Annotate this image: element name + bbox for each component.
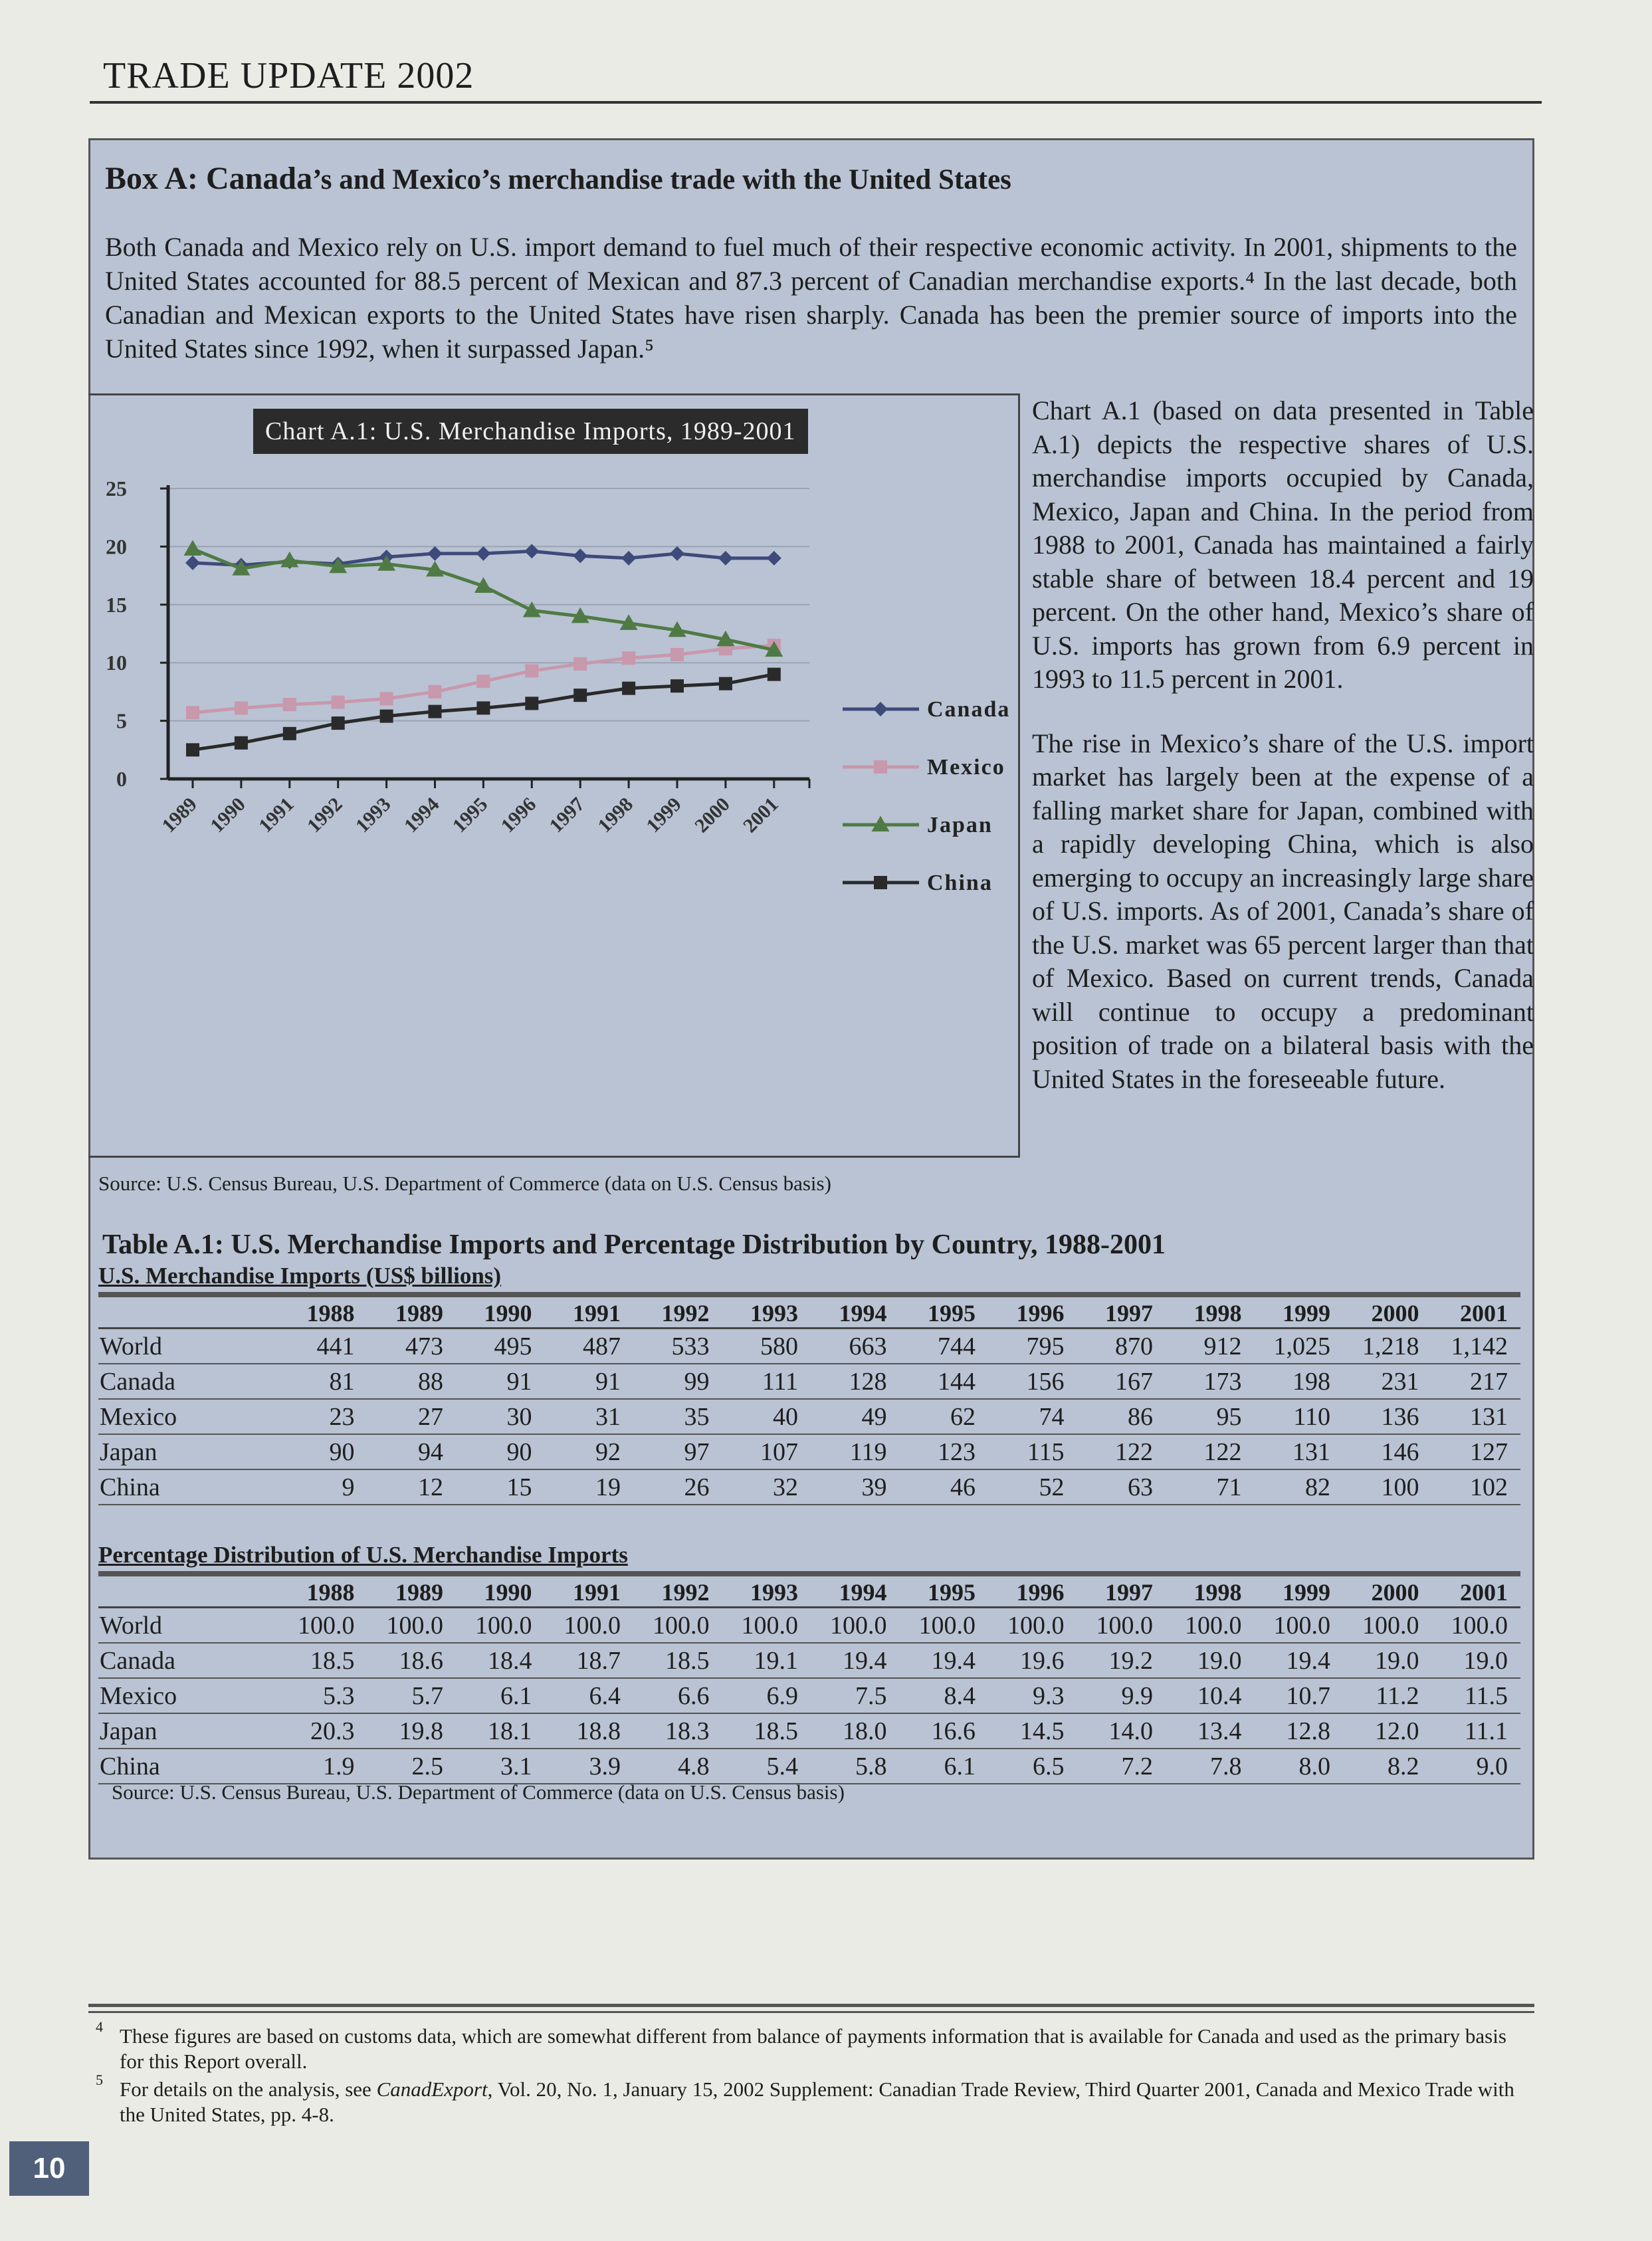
table-cell: 198 xyxy=(1292,1368,1330,1396)
table-section-percentage xyxy=(98,1541,1520,1784)
table-cell: 110 xyxy=(1293,1403,1330,1431)
table-cell: 71 xyxy=(1216,1473,1242,1501)
data-point xyxy=(671,679,684,693)
running-header: TRADE UPDATE 2002 xyxy=(103,55,474,96)
table-cell: 19.1 xyxy=(754,1647,798,1675)
data-point xyxy=(873,702,888,716)
table-cell: 11.5 xyxy=(1464,1682,1508,1710)
table-cell: 18.5 xyxy=(310,1647,355,1675)
x-tick-label: 2001 xyxy=(738,793,783,837)
data-point xyxy=(476,701,490,714)
data-point xyxy=(671,648,684,661)
footnotes xyxy=(93,2018,1528,2130)
table-cell: 27 xyxy=(418,1403,443,1431)
table-cell: 9.3 xyxy=(1033,1682,1065,1710)
table-cell: 146 xyxy=(1381,1438,1419,1466)
y-tick-label: 20 xyxy=(106,534,127,559)
x-tick-label: 1995 xyxy=(448,793,492,837)
table-cell: 62 xyxy=(950,1403,976,1431)
table-cell: 97 xyxy=(684,1438,710,1466)
year-header-cell: 1991 xyxy=(573,1300,621,1327)
table-cell: 19.4 xyxy=(931,1647,976,1675)
year-header-cell: 1990 xyxy=(484,1579,532,1606)
table-cell: 131 xyxy=(1470,1403,1508,1431)
y-tick-label: 15 xyxy=(106,592,127,617)
box-title-lead: Box A: Canada xyxy=(105,161,313,196)
row-label: Canada xyxy=(100,1647,175,1675)
row-label: Canada xyxy=(100,1368,175,1396)
x-tick-label: 1992 xyxy=(302,793,347,837)
table-cell: 156 xyxy=(1026,1368,1065,1396)
table-cell: 63 xyxy=(1128,1473,1153,1501)
table-cell: 12.8 xyxy=(1286,1717,1330,1745)
table-row xyxy=(98,1679,1520,1714)
table-cell: 5.4 xyxy=(766,1753,798,1780)
table-cell: 144 xyxy=(938,1368,976,1396)
table-cell: 100.0 xyxy=(741,1612,798,1640)
year-header-cell: 1994 xyxy=(839,1300,887,1327)
data-point xyxy=(718,551,733,566)
data-point xyxy=(874,876,887,889)
table-cell: 5.7 xyxy=(411,1682,443,1710)
table-cell: 441 xyxy=(316,1333,355,1360)
x-tick-label: 1990 xyxy=(206,793,250,837)
chart-a1-frame xyxy=(88,393,1020,1158)
y-tick-label: 25 xyxy=(106,477,127,500)
table-cell: 46 xyxy=(950,1473,976,1501)
legend-label: Canada xyxy=(927,697,1011,722)
table-cell: 100.0 xyxy=(475,1612,532,1640)
table-cell: 122 xyxy=(1203,1438,1242,1466)
table-cell: 12.0 xyxy=(1375,1717,1419,1745)
side-text xyxy=(1032,394,1534,1126)
page-number: 10 xyxy=(9,2141,89,2196)
data-point xyxy=(332,716,345,730)
table-cell: 14.5 xyxy=(1020,1717,1065,1745)
data-point xyxy=(186,743,199,756)
data-point xyxy=(186,706,199,719)
year-header-cell: 1989 xyxy=(395,1579,443,1606)
year-header-cell: 1991 xyxy=(573,1579,621,1606)
header-label-cell xyxy=(98,1576,266,1606)
table-cell: 10.7 xyxy=(1286,1682,1330,1710)
table-cell: 7.8 xyxy=(1210,1753,1242,1780)
table-cell: 10.4 xyxy=(1197,1682,1242,1710)
legend-label: Japan xyxy=(927,813,993,837)
year-header-cell: 1988 xyxy=(306,1579,355,1606)
table-cell: 18.8 xyxy=(576,1717,621,1745)
table-cell: 19.0 xyxy=(1197,1647,1242,1675)
table-cell: 8.2 xyxy=(1388,1753,1419,1780)
table-cell: 495 xyxy=(494,1333,532,1360)
table-cell: 49 xyxy=(861,1403,887,1431)
table-cell: 100.0 xyxy=(918,1612,976,1640)
year-header-cell: 1995 xyxy=(928,1579,976,1606)
table-cell: 19.6 xyxy=(1020,1647,1065,1675)
table-cell: 13.4 xyxy=(1197,1717,1242,1745)
year-header-cell: 1996 xyxy=(1016,1579,1065,1606)
table-cell: 533 xyxy=(671,1333,710,1360)
table-cell: 131 xyxy=(1292,1438,1330,1466)
table-cell: 912 xyxy=(1203,1333,1242,1360)
table-row xyxy=(98,1470,1520,1505)
table-cell: 102 xyxy=(1470,1473,1508,1501)
table-cell: 19.4 xyxy=(1286,1647,1330,1675)
table-cell: 52 xyxy=(1039,1473,1065,1501)
table-cell: 100 xyxy=(1381,1473,1419,1501)
data-point xyxy=(523,601,541,617)
header-rule xyxy=(90,101,1542,104)
table-cell: 100.0 xyxy=(298,1612,355,1640)
data-point xyxy=(235,701,248,714)
table-cell: 111 xyxy=(762,1368,798,1396)
table-cell: 795 xyxy=(1026,1333,1065,1360)
table-cell: 100.0 xyxy=(1362,1612,1419,1640)
table-cell: 100.0 xyxy=(1273,1612,1330,1640)
chart-source: Source: U.S. Census Bureau, U.S. Department of Commerce (data on U.S. Census basis) xyxy=(98,1172,831,1195)
table-cell: 18.6 xyxy=(399,1647,443,1675)
table-cell: 2.5 xyxy=(411,1753,443,1780)
table-cell: 9.9 xyxy=(1121,1682,1153,1710)
table-section-imports xyxy=(98,1261,1520,1505)
table-cell: 18.4 xyxy=(488,1647,532,1675)
row-label: China xyxy=(100,1753,160,1780)
table-cell: 39 xyxy=(861,1473,887,1501)
table-cell: 18.3 xyxy=(665,1717,710,1745)
table-row xyxy=(98,1329,1520,1364)
table-source: Source: U.S. Census Bureau, U.S. Department of Commerce (data on U.S. Census basis) xyxy=(112,1780,845,1804)
footnote-text: These figures are based on customs data, which are somewhat different from balance of payments information that is available for Canada and used as the primary basis for this Report overall. xyxy=(120,2024,1506,2073)
table-cell: 16.6 xyxy=(931,1717,976,1745)
table-header-row xyxy=(98,1576,1520,1608)
year-header-cell: 1995 xyxy=(928,1300,976,1327)
section-title: Percentage Distribution of U.S. Merchandise Imports xyxy=(98,1542,628,1568)
table-cell: 3.9 xyxy=(589,1753,621,1780)
table-cell: 6.9 xyxy=(766,1682,798,1710)
year-header-cell: 1989 xyxy=(395,1300,443,1327)
table-cell: 95 xyxy=(1216,1403,1242,1431)
table-cell: 8.4 xyxy=(944,1682,976,1710)
data-point xyxy=(622,682,635,695)
data-point xyxy=(719,677,732,691)
table-cell: 6.5 xyxy=(1033,1753,1065,1780)
table-cell: 6.1 xyxy=(944,1753,976,1780)
table-cell: 81 xyxy=(329,1368,355,1396)
table-cell: 40 xyxy=(773,1403,798,1431)
table-cell: 18.0 xyxy=(843,1717,887,1745)
year-header-cell: 1992 xyxy=(661,1579,710,1606)
table-cell: 1,025 xyxy=(1273,1333,1330,1360)
table-cell: 19.0 xyxy=(1375,1647,1419,1675)
data-point xyxy=(573,657,587,671)
table-cell: 487 xyxy=(583,1333,621,1360)
data-point xyxy=(476,546,490,561)
table-cell: 100.0 xyxy=(1451,1612,1508,1640)
table-cell: 18.1 xyxy=(488,1717,532,1745)
side-paragraph-1: Chart A.1 (based on data presented in Table A.1) depicts the respective shares of U.S. merchandise imports occupied by Canada, Mexico, Japan and China. In the period from 1988 to 2001, Canada has maintained a fairly stable share of between 18.4 percent and 19 percent. On the other hand, Mexico’s share of U.S. imports has grown from 6.9 percent in 1993 to 11.5 percent in 2001. xyxy=(1032,395,1534,694)
table-cell: 107 xyxy=(760,1438,798,1466)
table-cell: 3.1 xyxy=(500,1753,532,1780)
y-tick-label: 5 xyxy=(116,708,127,733)
table-row xyxy=(98,1749,1520,1784)
data-point xyxy=(622,651,635,665)
data-point xyxy=(332,696,345,709)
table-cell: 9.0 xyxy=(1476,1753,1508,1780)
data-point xyxy=(525,664,538,677)
year-header-cell: 1988 xyxy=(306,1300,355,1327)
year-header-cell: 1990 xyxy=(484,1300,532,1327)
table-cell: 99 xyxy=(684,1368,710,1396)
year-header-cell: 1999 xyxy=(1283,1300,1330,1327)
side-paragraph-2: The rise in Mexico’s share of the U.S. import market has largely been at the expense of a falling market share for Japan, combined with a rapidly developing China, which is also emerging to occupy an increasingly large share of U.S. imports. As of 2001, Canada’s share of the U.S. market was 65 percent larger than that of Mexico. Based on current trends, Canada will continue to occupy a predominant position of trade on a bilateral basis with the United States in the foreseeable future. xyxy=(1032,728,1534,1094)
table-cell: 870 xyxy=(1115,1333,1153,1360)
row-label: Mexico xyxy=(100,1403,177,1431)
data-point xyxy=(428,546,443,561)
data-point xyxy=(283,698,296,711)
table-cell: 7.2 xyxy=(1121,1753,1153,1780)
y-tick-label: 10 xyxy=(106,651,127,675)
table-cell: 122 xyxy=(1115,1438,1153,1466)
footnote-publication: CanadExport xyxy=(376,2078,488,2101)
table-cell: 26 xyxy=(684,1473,710,1501)
footnote-text-pre: For details on the analysis, see xyxy=(120,2078,377,2101)
data-point xyxy=(476,675,490,688)
row-label: World xyxy=(100,1612,163,1640)
table-cell: 23 xyxy=(329,1403,355,1431)
data-point xyxy=(573,689,587,702)
table-cell: 30 xyxy=(506,1403,532,1431)
table-cell: 1.9 xyxy=(323,1753,355,1780)
y-tick-label: 0 xyxy=(116,767,127,791)
year-header-cell: 1992 xyxy=(661,1300,710,1327)
footnote-number: 4 xyxy=(96,2018,103,2035)
table-header-row xyxy=(98,1297,1520,1329)
data-point xyxy=(283,727,296,740)
table-cell: 1,142 xyxy=(1451,1333,1508,1360)
table-cell: 100.0 xyxy=(1185,1612,1242,1640)
table-cell: 91 xyxy=(506,1368,532,1396)
year-header-cell: 1997 xyxy=(1105,1579,1153,1606)
table-cell: 6.1 xyxy=(500,1682,532,1710)
table-cell: 6.6 xyxy=(678,1682,710,1710)
section-title: U.S. Merchandise Imports (US$ billions) xyxy=(98,1263,502,1289)
x-tick-label: 1999 xyxy=(642,793,686,837)
year-header-cell: 1998 xyxy=(1193,1300,1242,1327)
year-header-cell: 1994 xyxy=(839,1579,887,1606)
table-cell: 82 xyxy=(1305,1473,1330,1501)
year-header-cell: 1993 xyxy=(750,1300,798,1327)
data-point xyxy=(380,710,393,723)
table-cell: 19.8 xyxy=(399,1717,443,1745)
table-cell: 231 xyxy=(1381,1368,1419,1396)
data-point xyxy=(184,540,202,556)
row-label: World xyxy=(100,1333,163,1360)
table-cell: 167 xyxy=(1115,1368,1153,1396)
table-cell: 20.3 xyxy=(310,1717,355,1745)
table-row xyxy=(98,1644,1520,1679)
chart-a1 xyxy=(88,395,1017,1157)
footnote-number: 5 xyxy=(96,2072,103,2088)
table-row xyxy=(98,1400,1520,1435)
row-label: Japan xyxy=(100,1438,157,1466)
footnote-4 xyxy=(93,2018,1528,2074)
legend-label: China xyxy=(927,871,993,895)
year-header-cell: 1996 xyxy=(1016,1300,1065,1327)
x-tick-label: 1989 xyxy=(157,793,201,837)
data-point xyxy=(767,551,781,566)
x-tick-label: 2000 xyxy=(690,793,734,837)
table-cell: 127 xyxy=(1470,1438,1508,1466)
series-line-japan xyxy=(193,549,774,650)
chart-title: Chart A.1: U.S. Merchandise Imports, 1989-2001 xyxy=(253,409,808,454)
table-cell: 5.3 xyxy=(323,1682,355,1710)
x-tick-label: 1997 xyxy=(545,793,589,837)
data-point xyxy=(380,692,393,705)
table-cell: 19.2 xyxy=(1108,1647,1153,1675)
footnote-rule xyxy=(88,2004,1534,2007)
table-cell: 31 xyxy=(595,1403,621,1431)
table-cell: 19.0 xyxy=(1463,1647,1508,1675)
table-cell: 7.5 xyxy=(855,1682,887,1710)
table-cell: 91 xyxy=(595,1368,621,1396)
table-cell: 5.8 xyxy=(855,1753,887,1780)
section-rule xyxy=(98,1292,1520,1297)
row-label: China xyxy=(100,1473,160,1501)
table-cell: 74 xyxy=(1039,1403,1065,1431)
table-cell: 19 xyxy=(595,1473,621,1501)
table-cell: 473 xyxy=(405,1333,443,1360)
data-point xyxy=(573,548,587,563)
data-point xyxy=(429,685,442,698)
table-cell: 8.0 xyxy=(1298,1753,1330,1780)
box-title-rest: ’s and Mexico’s merchandise trade with the United States xyxy=(312,164,1011,195)
table-cell: 12 xyxy=(418,1473,443,1501)
footnote-rule xyxy=(88,2011,1534,2013)
year-header-cell: 1993 xyxy=(750,1579,798,1606)
table-cell: 1,218 xyxy=(1362,1333,1419,1360)
table-row xyxy=(98,1364,1520,1400)
table-cell: 32 xyxy=(773,1473,798,1501)
table-cell: 663 xyxy=(849,1333,887,1360)
data-point xyxy=(525,696,538,710)
table-cell: 100.0 xyxy=(653,1612,710,1640)
table-cell: 18.5 xyxy=(665,1647,710,1675)
table-cell: 100.0 xyxy=(1096,1612,1153,1640)
table-cell: 136 xyxy=(1381,1403,1419,1431)
table-cell: 90 xyxy=(329,1438,355,1466)
legend-label: Mexico xyxy=(927,755,1005,780)
section-rule xyxy=(98,1571,1520,1576)
table-row xyxy=(98,1435,1520,1470)
data-point xyxy=(185,556,200,570)
year-header-cell: 2000 xyxy=(1371,1300,1419,1327)
x-tick-label: 1991 xyxy=(254,793,298,837)
table-cell: 6.4 xyxy=(589,1682,621,1710)
box-title xyxy=(105,160,1011,197)
table-cell: 217 xyxy=(1470,1368,1508,1396)
table-cell: 11.1 xyxy=(1464,1717,1508,1745)
x-tick-label: 1994 xyxy=(399,793,444,837)
year-header-cell: 1998 xyxy=(1193,1579,1242,1606)
table-cell: 119 xyxy=(849,1438,887,1466)
table-cell: 90 xyxy=(506,1438,532,1466)
table-cell: 100.0 xyxy=(386,1612,443,1640)
table-cell: 4.8 xyxy=(678,1753,710,1780)
x-tick-label: 1993 xyxy=(351,793,395,837)
year-header-cell: 2000 xyxy=(1371,1579,1419,1606)
table-cell: 14.0 xyxy=(1108,1717,1153,1745)
data-point xyxy=(768,668,781,681)
row-label: Mexico xyxy=(100,1682,177,1710)
year-header-cell: 1999 xyxy=(1283,1579,1330,1606)
year-header-cell: 1997 xyxy=(1105,1300,1153,1327)
data-point xyxy=(280,552,298,568)
table-cell: 88 xyxy=(418,1368,443,1396)
data-point xyxy=(235,736,248,750)
data-point xyxy=(429,705,442,718)
table-cell: 35 xyxy=(684,1403,710,1431)
box-a xyxy=(88,138,1534,1860)
data-point xyxy=(621,551,636,566)
table-cell: 18.7 xyxy=(576,1647,621,1675)
table-cell: 11.2 xyxy=(1376,1682,1419,1710)
table-cell: 128 xyxy=(849,1368,887,1396)
table-cell: 173 xyxy=(1203,1368,1242,1396)
header-label-cell xyxy=(98,1297,266,1327)
x-tick-label: 1996 xyxy=(496,793,541,837)
data-point xyxy=(670,546,684,561)
box-intro-paragraph: Both Canada and Mexico rely on U.S. import demand to fuel much of their respective economic activity. In 2001, shipments to the United States accounted for 88.5 percent of Mexican and 87.3 percent of Canadian merchandise exports.⁴ In the last decade, both Canadian and Mexican exports to the United States have risen sharply. Canada has been the premier source of imports into the United States since 1992, when it surpassed Japan.⁵ xyxy=(105,232,1517,364)
table-cell: 86 xyxy=(1128,1403,1153,1431)
table-row xyxy=(98,1714,1520,1749)
table-cell: 100.0 xyxy=(830,1612,887,1640)
footnote-5 xyxy=(93,2072,1528,2127)
footnote-text-post: , Vol. 20, No. 1, January 15, 2002 Supplement: Canadian Trade Review, Third Quarter 2001, Canada and Mexico Trade with the United States, pp. 4-8. xyxy=(120,2078,1514,2126)
row-label: Japan xyxy=(100,1717,157,1745)
table-cell: 123 xyxy=(938,1438,976,1466)
table-cell: 18.5 xyxy=(754,1717,798,1745)
table-cell: 9 xyxy=(342,1473,355,1501)
table-cell: 100.0 xyxy=(1007,1612,1065,1640)
table-cell: 100.0 xyxy=(564,1612,621,1640)
table-cell: 580 xyxy=(760,1333,798,1360)
table-cell: 92 xyxy=(595,1438,621,1466)
table-cell: 15 xyxy=(506,1473,532,1501)
table-row xyxy=(98,1608,1520,1644)
year-header-cell: 2001 xyxy=(1460,1579,1508,1606)
table-cell: 115 xyxy=(1027,1438,1065,1466)
table-cell: 94 xyxy=(418,1438,443,1466)
x-tick-label: 1998 xyxy=(593,793,638,837)
table-title: Table A.1: U.S. Merchandise Imports and Percentage Distribution by Country, 1988-2001 xyxy=(102,1229,1166,1260)
year-header-cell: 2001 xyxy=(1460,1300,1508,1327)
table-cell: 19.4 xyxy=(843,1647,887,1675)
data-point xyxy=(874,760,887,774)
table-cell: 744 xyxy=(938,1333,976,1360)
